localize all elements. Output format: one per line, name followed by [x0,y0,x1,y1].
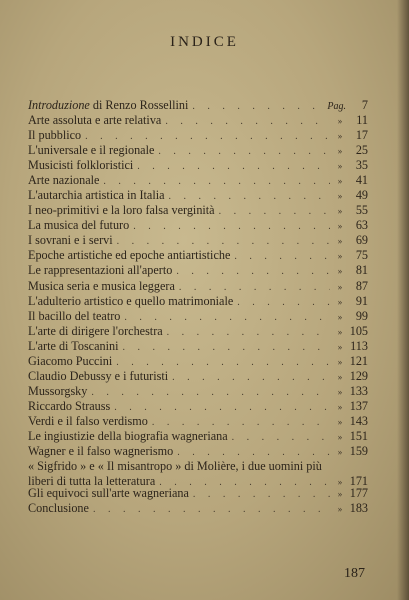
toc-entry [28,486,368,502]
leader-dots [158,144,330,159]
toc-title: Le ingiustizie della biografia wagneriana [28,429,228,443]
ditto-mark: » [337,221,343,231]
toc-title: L'autarchia artistica in Italia [28,188,165,202]
ditto-mark: » [337,504,343,514]
toc-title: I neo-primitivi e la loro falsa verginità [28,203,215,217]
ditto-mark: » [337,176,343,186]
ditto-mark: » [337,251,343,261]
page-number: 41 [355,173,368,187]
leader-dots [122,340,330,355]
toc-title: Il pubblico [28,128,82,142]
page-number: 63 [355,218,368,232]
toc-title: L'arte di Toscanini [28,339,119,353]
ditto-mark: » [337,131,343,141]
ditto-mark: » [337,372,343,382]
ditto-mark: » [337,312,343,322]
toc-title: Claudio Debussy e i futuristi [28,369,169,383]
leader-dots [165,114,330,129]
toc-title: Epoche artistiche ed epoche antiartistiche [28,248,231,262]
page-label: Pag. [327,101,346,112]
folio-number: 187 [344,566,365,581]
page-number: 137 [349,399,368,413]
leader-dots [152,415,330,430]
toc-title: L'arte di dirigere l'orchestra [28,324,163,338]
leader-dots [169,189,330,204]
toc-title: Musicisti folkloristici [28,158,134,172]
toc-entry [28,128,368,144]
toc-title: Arte nazionale [28,173,100,187]
toc-title-line2: liberi di tutta la letteratura [28,474,156,488]
toc-entry [28,399,368,415]
toc-title: Musica seria e musica leggera [28,279,175,293]
intro-rest: di Renzo Rossellini [89,98,189,112]
ditto-mark: » [337,191,343,201]
toc-entry [28,263,368,279]
ditto-mark: » [337,489,343,499]
toc-entry-introduction [28,98,368,114]
page-number: 129 [349,369,368,383]
ditto-mark: » [337,447,343,457]
toc-title: Verdi e il falso verdismo [28,414,148,428]
ditto-mark: » [337,417,343,427]
page-title: INDICE [170,34,239,50]
leader-dots [133,219,330,234]
toc-entry [28,501,368,517]
page-number: 91 [355,294,368,308]
toc-entry [28,414,368,430]
leader-dots [176,264,330,279]
toc-entry [28,384,368,400]
toc-entry [28,309,368,325]
leader-dots [232,430,330,445]
ditto-mark: » [337,161,343,171]
leader-dots [167,325,330,340]
leader-dots [116,355,330,370]
page-number: 177 [349,486,368,500]
toc-entry [28,113,368,129]
leader-dots [193,487,330,502]
toc-entry [28,279,368,295]
page-number: 81 [355,263,368,277]
toc-title: L'adulterio artistico e quello matrimoniale [28,294,234,308]
toc-entry [28,233,368,249]
ditto-mark: » [337,266,343,276]
toc-entry [28,188,368,204]
toc-entry [28,354,368,370]
leader-dots [172,370,330,385]
page-number: 25 [355,143,368,157]
page-number: 69 [355,233,368,247]
leader-dots [177,445,330,460]
toc-entry [28,444,368,460]
toc-title: L'universale e il regionale [28,143,155,157]
leader-dots [114,400,330,415]
toc-entry [28,369,368,385]
page-number: 7 [361,98,368,112]
page-number: 105 [349,324,368,338]
leader-dots [234,249,330,264]
ditto-mark: » [337,357,343,367]
toc-entry [28,339,368,355]
page-number: 35 [355,158,368,172]
toc-title: La musica del futuro [28,218,130,232]
toc-entry [28,143,368,159]
toc-title-line1: « Sigfrido » e « Il misantropo » di Molière, i due uomini più [28,459,322,473]
leader-dots [219,204,330,219]
toc-title: Il bacillo del teatro [28,309,121,323]
page-number: 55 [355,203,368,217]
page-number: 113 [350,339,368,353]
ditto-mark: » [337,116,343,126]
ditto-mark: » [337,387,343,397]
page-number: 151 [349,429,368,443]
toc-entry [28,429,368,445]
leader-dots [179,280,330,295]
ditto-mark: » [337,206,343,216]
toc-entry [28,248,368,264]
toc-title: Giacomo Puccini [28,354,113,368]
toc-entry [28,218,368,234]
toc-entry [28,203,368,219]
leader-dots [124,310,330,325]
leader-dots [117,234,330,249]
leader-dots [137,159,330,174]
toc-entry [28,324,368,340]
toc-title: Gli equivoci sull'arte wagneriana [28,486,189,500]
toc-entry [28,158,368,174]
ditto-mark: » [337,477,343,487]
page-number: 159 [349,444,368,458]
leader-dots [192,99,321,114]
toc-title: Arte assoluta e arte relativa [28,113,162,127]
ditto-mark: » [337,432,343,442]
toc-title: Le rappresentazioni all'aperto [28,263,173,277]
leader-dots [91,385,330,400]
ditto-mark: » [337,402,343,412]
toc-title: Riccardo Strauss [28,399,111,413]
page-number: 49 [355,188,368,202]
ditto-mark: » [337,282,343,292]
ditto-mark: » [337,236,343,246]
page-number: 17 [355,128,368,142]
leader-dots [103,174,330,189]
toc-entry [28,173,368,189]
toc-title: I sovrani e i servi [28,233,113,247]
page-number: 171 [349,474,368,488]
page-number: 143 [349,414,368,428]
leader-dots [85,129,330,144]
intro-italic: Introduzione [28,98,90,112]
toc-entry [28,294,368,310]
page-number: 75 [355,248,368,262]
leader-dots [93,502,330,517]
page-number: 87 [355,279,368,293]
toc-title: Wagner e il falso wagnerismo [28,444,174,458]
ditto-mark: » [337,146,343,156]
ditto-mark: » [337,342,343,352]
leader-dots [237,295,330,310]
ditto-mark: » [337,297,343,307]
toc-title: Mussorgsky [28,384,88,398]
toc-title: Conclusione [28,501,89,515]
page-number: 99 [355,309,368,323]
page-number: 11 [356,113,368,127]
page-number: 133 [349,384,368,398]
page-number: 121 [349,354,368,368]
page-number: 183 [349,501,368,515]
ditto-mark: » [337,327,343,337]
